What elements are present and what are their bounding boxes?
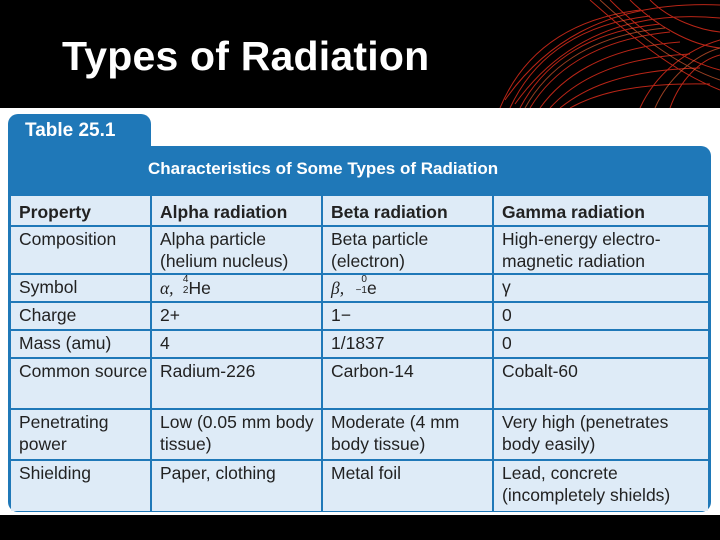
- table-row: [11, 460, 708, 511]
- beta-nuclide-numbers: [349, 276, 367, 296]
- cell-beta: 1−: [322, 302, 493, 330]
- table-caption: Characteristics of Some Types of Radiation: [148, 159, 499, 178]
- cell-property: Charge: [11, 302, 151, 330]
- cell-property: Penetrating power: [11, 409, 151, 460]
- cell-alpha: Radium-226: [151, 358, 322, 409]
- table-row: [11, 226, 708, 274]
- footer-band: [0, 515, 720, 540]
- red-swirl-graphic: [490, 0, 720, 108]
- alpha-atomic-number: 2: [182, 285, 189, 296]
- cell-alpha: 2+: [151, 302, 322, 330]
- cell-beta: 1/1837: [322, 330, 493, 358]
- beta-mass-number: 0: [361, 274, 367, 285]
- table-row: [11, 409, 708, 460]
- alpha-symbol: [160, 276, 211, 299]
- cell-alpha: 4: [151, 330, 322, 358]
- cell-alpha: Low (0.05 mm body tissue): [151, 409, 322, 460]
- table-row: [11, 274, 708, 302]
- cell-alpha: [151, 274, 322, 302]
- table-row: [11, 302, 708, 330]
- cell-beta: Metal foil: [322, 460, 493, 511]
- slide-title: Types of Radiation: [62, 33, 430, 79]
- cell-gamma: 0: [493, 330, 708, 358]
- beta-element: e: [366, 278, 377, 298]
- header-beta: Beta radiation: [322, 196, 493, 226]
- alpha-element: He: [188, 278, 211, 298]
- cell-gamma: Lead, concrete (incompletely shields): [502, 463, 671, 505]
- cell-property: Symbol: [11, 274, 151, 302]
- alpha-greek-letter: α,: [160, 278, 174, 298]
- header-gamma: Gamma radiation: [493, 196, 708, 226]
- cell-gamma: High-energy electro-magnetic radiation: [493, 226, 708, 274]
- cell-gamma: Very high (penetrates body easily): [493, 409, 708, 460]
- cell-alpha: Paper, clothing: [151, 460, 322, 511]
- alpha-nuclide-numbers: [178, 276, 188, 296]
- table-header-row: [11, 196, 708, 226]
- cell-alpha: Alpha particle (helium nucleus): [151, 226, 322, 274]
- radiation-table: [11, 196, 708, 511]
- table-row: [11, 358, 708, 409]
- beta-greek-letter: β,: [331, 278, 345, 298]
- header-property: Property: [11, 196, 151, 226]
- cell-beta: Carbon-14: [322, 358, 493, 409]
- header-alpha: Alpha radiation: [151, 196, 322, 226]
- table-number-tab: Table 25.1: [8, 114, 151, 148]
- cell-property: Composition: [11, 226, 151, 274]
- cell-beta: [322, 274, 493, 302]
- cell-gamma: Cobalt-60: [493, 358, 708, 409]
- cell-property: Shielding: [11, 460, 151, 511]
- alpha-mass-number: 4: [182, 274, 189, 285]
- cell-gamma: γ: [493, 274, 708, 302]
- cell-property: Common source: [11, 358, 151, 409]
- table-row: [11, 330, 708, 358]
- beta-atomic-number: −1: [355, 285, 367, 296]
- cell-property: Mass (amu): [11, 330, 151, 358]
- cell-gamma: 0: [493, 302, 708, 330]
- header-band: [0, 0, 720, 108]
- cell-beta: Moderate (4 mm body tissue): [322, 409, 493, 460]
- cell-beta: Beta particle (electron): [322, 226, 493, 274]
- beta-symbol: [331, 276, 377, 299]
